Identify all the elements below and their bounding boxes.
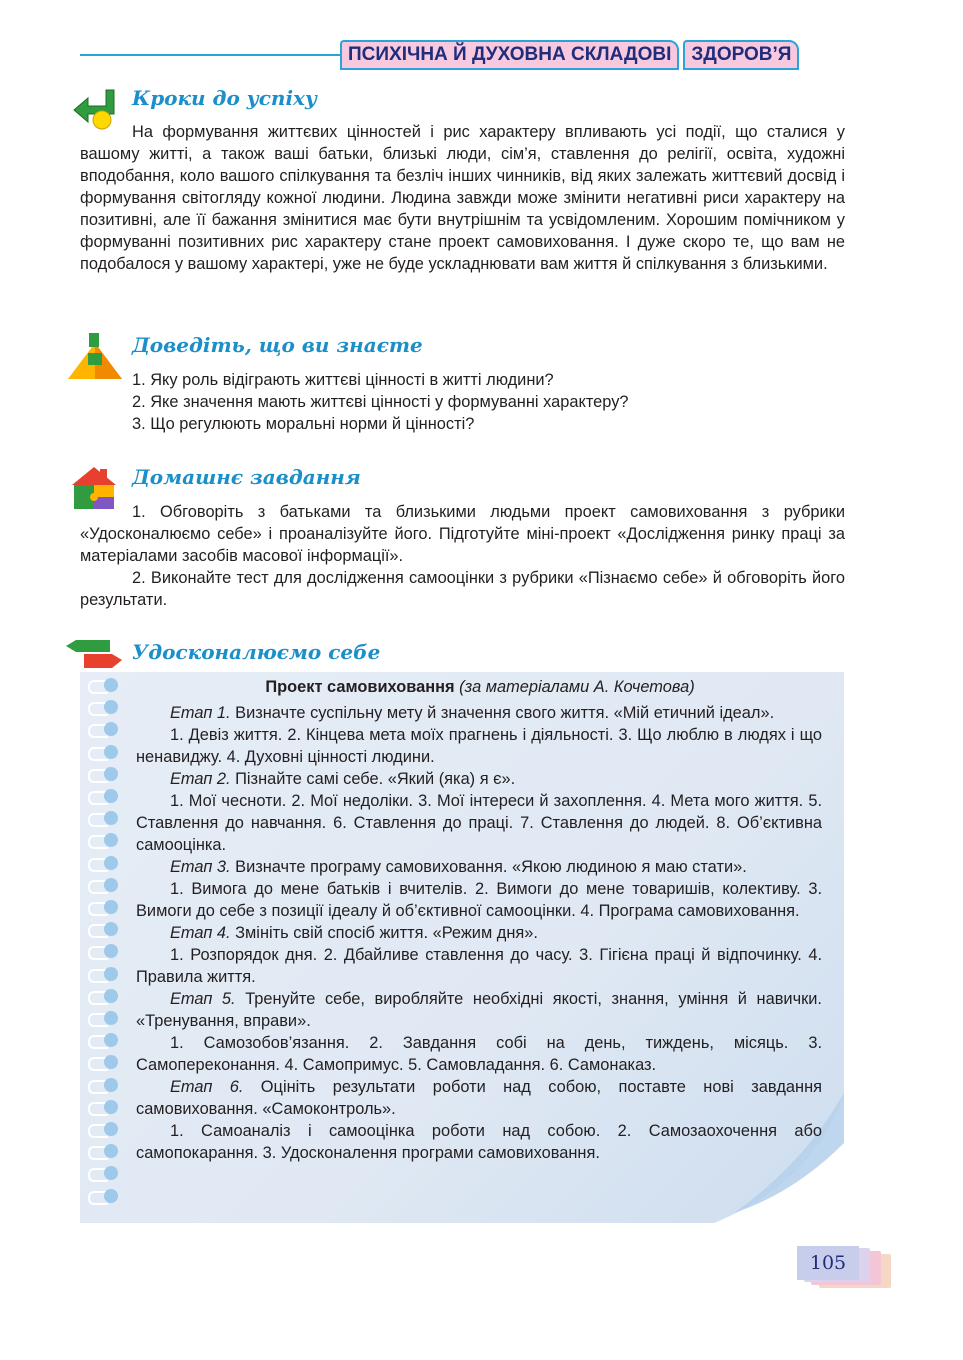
spiral-hole (104, 767, 118, 781)
homework-task-2: 2. Виконайте тест для дослідження самооцінки з рубрики «Пізнаємо себе» й обговоріть його результати. (80, 569, 845, 609)
spiral-hole (104, 922, 118, 936)
spiral-hole (104, 989, 118, 1003)
spiral-hole (104, 700, 118, 714)
section-title-steps: Кроки до успіху (132, 86, 317, 110)
stage-heading: Етап 5. Тренуйте себе, виробляйте необхідні якості, знання, уміння й навички. «Тренування, вправи». (136, 990, 822, 1030)
spiral-hole (104, 722, 118, 736)
stage-heading: Етап 3. Визначте програму самовиховання. «Якою людиною я маю стати». (170, 858, 747, 876)
spiral-ring (88, 902, 118, 912)
spiral-hole (104, 1078, 118, 1092)
question-item: 3. Що регулюють моральні норми й цінності? (132, 415, 475, 433)
chapter-header (340, 40, 799, 70)
spiral-ring (88, 1102, 118, 1112)
pyramid-icon (66, 333, 124, 383)
spiral-ring (88, 813, 118, 823)
spiral-hole (104, 900, 118, 914)
spiral-ring (88, 680, 118, 690)
spiral-hole (104, 1033, 118, 1047)
spiral-ring (88, 1035, 118, 1045)
project-title: Проект самовиховання (за матеріалами А. Кочетова) (265, 678, 695, 696)
spiral-hole (104, 856, 118, 870)
spiral-ring (88, 969, 118, 979)
page-number: 105 (797, 1246, 859, 1280)
self-education-project-box (80, 672, 844, 1223)
spiral-ring (88, 835, 118, 845)
page-number-badge (797, 1246, 892, 1286)
section-title-prove: Доведіть, що ви знаєте (132, 333, 423, 357)
prove-questions (132, 369, 629, 435)
stage-items: 1. Мої чесноти. 2. Мої недоліки. 3. Мої інтереси й захоплення. 4. Мета мого життя. 5. Ставлення до навчання. 6. Ставлення до праці. 7. Ставлення до людей. 8. Об’єктивна самооцінка. (136, 792, 822, 854)
spiral-ring (88, 724, 118, 734)
spiral-ring (88, 1080, 118, 1090)
stage-heading: Етап 2. Пізнайте самі себе. «Який (яка) я є». (170, 770, 516, 788)
spiral-hole (104, 1122, 118, 1136)
header-rule (80, 54, 342, 56)
spiral-hole (104, 1166, 118, 1180)
spiral-hole (104, 1189, 118, 1203)
spiral-ring (88, 924, 118, 934)
section-title-homework: Домашнє завдання (132, 465, 361, 489)
chapter-tab: ПСИХІЧНА Й ДУХОВНА СКЛАДОВІ (340, 40, 679, 70)
spiral-hole (104, 678, 118, 692)
spiral-hole (104, 878, 118, 892)
spiral-ring (88, 991, 118, 1001)
double-arrow-icon (64, 638, 124, 670)
project-stages (136, 702, 822, 1164)
stage-items: 1. Розпорядок дня. 2. Дбайливе ставлення до часу. 3. Гігієна праці й відпочинку. 4. Правила життя. (136, 946, 822, 986)
chapter-tab-health: ЗДОРОВ’Я (683, 40, 799, 70)
spiral-hole (104, 1055, 118, 1069)
section-title-improve: Удосконалюємо себе (132, 640, 381, 664)
stage-heading: Етап 1. Визначте суспільну мету й значення свого життя. «Мій етичний ідеал». (170, 704, 775, 722)
spiral-ring (88, 1057, 118, 1067)
spiral-hole (104, 967, 118, 981)
spiral-ring (88, 1013, 118, 1023)
spiral-ring (88, 1168, 118, 1178)
stage-heading: Етап 4. Змініть свій спосіб життя. «Режим дня». (170, 924, 538, 942)
spiral-hole (104, 789, 118, 803)
spiral-ring (88, 1124, 118, 1134)
spiral-ring (88, 858, 118, 868)
spiral-hole (104, 833, 118, 847)
steps-paragraph: На формування життєвих цінностей і рис характеру впливають усі події, що сталися у вашому житті, а також ваші батьки, близькі люди, сім’я, ставлення до релігії, освіта, художні вподобання, коло вашого спілкування та безліч інших чинників, від яких залежать життєвий досвід і формування світогляду кожної людини. Людина завжди може змінити негативні риси характеру на позитивні, але її бажання змінитися має бути внутрішнім та усвідомленим. Хорошим помічником у формуванні позитивних рис характеру стане проект самовиховання. І дуже скоро те, що вам не подобалося у вашому характері, уже не буде ускладнювати вам життя й спілкування з близькими. (80, 123, 845, 273)
stage-heading: Етап 6. Оцініть результати роботи над собою, поставте нові завдання самовиховання. «Самоконтроль». (136, 1078, 823, 1118)
stage-items: 1. Девіз життя. 2. Кінцева мета моїх прагнень і діяльності. 3. Що люблю в людях і що ненавиджу. 4. Духовні цінності людини. (136, 726, 822, 766)
question-item: 2. Яке значення мають життєві цінності у формуванні характеру? (132, 393, 629, 411)
question-item: 1. Яку роль відіграють життєві цінності в житті людини? (132, 371, 554, 389)
stage-items: 1. Вимога до мене батьків і вчителів. 2. Вимоги до мене товаришів, колективу. 3. Вимоги до себе з позиції ідеалу й об’єктивної самооцінки. 4. Програма самовиховання. (136, 880, 822, 920)
spiral-ring (88, 946, 118, 956)
stage-items: 1. Самозобов’язання. 2. Завдання собі на день, тиждень, місяць. 3. Самопереконання. 4. Самопримус. 5. Самовладання. 6. Самонаказ. (136, 1034, 822, 1074)
spiral-ring (88, 1146, 118, 1156)
spiral-hole (104, 811, 118, 825)
spiral-ring (88, 880, 118, 890)
stage-items: 1. Самоаналіз і самооцінка роботи над собою. 2. Самозаохочення або самопокарання. 3. Удосконалення програми самовиховання. (136, 1122, 822, 1162)
spiral-hole (104, 944, 118, 958)
spiral-hole (104, 745, 118, 759)
spiral-hole (104, 1100, 118, 1114)
spiral-ring (88, 702, 118, 712)
spiral-ring (88, 791, 118, 801)
homework-task-1: 1. Обговоріть з батьками та близькими людьми проект самовиховання з рубрики «Удосконалюємо себе» і проаналізуйте його. Підготуйте міні-проект «Дослідження ринку праці за матеріалами засобів масової інформації». (80, 503, 845, 565)
spiral-hole (104, 1011, 118, 1025)
spiral-ring (88, 1191, 118, 1201)
spiral-ring (88, 747, 118, 757)
spiral-hole (104, 1144, 118, 1158)
spiral-ring (88, 769, 118, 779)
